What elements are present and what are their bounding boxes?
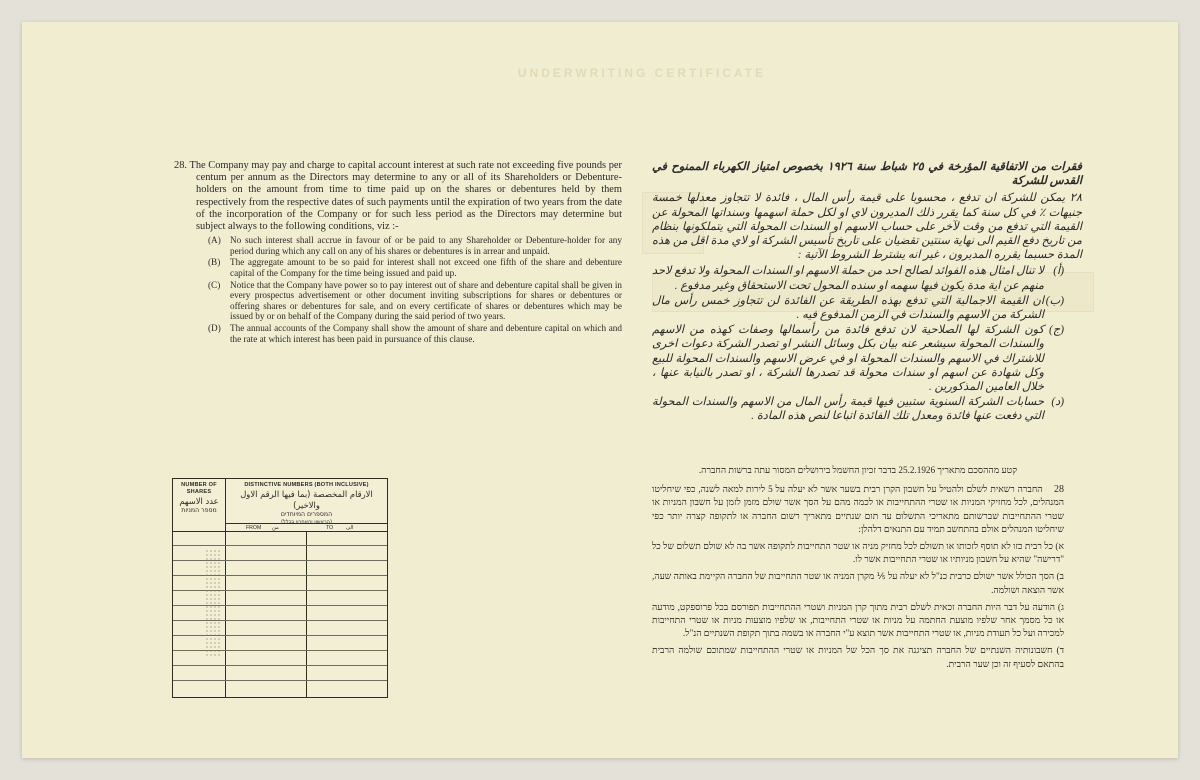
- shares-label-ar: عدد الاسهم: [179, 496, 219, 506]
- condition-key: (ب): [1045, 294, 1064, 307]
- perforation-marks: [205, 549, 221, 657]
- arabic-paragraph: ٢٨ يمكن للشركة ان تدفع ، محسوبا على قيمة رأس المال ، فائدة لا تتجاوز معدلها خمسة جنيهات ٪ في كل سنة كما يقرر ذلك المديرون لاي او لكل حملة اسهمها وسنداتها المحولة عن القيمة التي تدفع من وقت لآخر على حساب الاسهم او السندات المحولة التي يتملكونها بنظام من تاريخ دفع القيم الى نهاية سنتين تقضيان على تاريخ تأسيس الشركة او لاي مدة اقل من هذه المدة حسبما يقرره المديرون ، غير انه يشترط الشروط الآتية :: [652, 192, 1082, 262]
- english-intro: [174, 160, 622, 233]
- english-condition-d: [208, 323, 622, 344]
- condition-text: The aggregate amount to be so paid for interest shall not exceed one fifth of the share and debenture capital of the Company for the time being issued and paid up.: [230, 257, 622, 278]
- english-intro-text: The Company may pay and charge to capital account interest at such rate not exceeding five pounds per centum per annum as the Directors may determine to any or all of its Shareholders or Debenture-holders on the amount from time to time paid up on the shares or debentures held by them respectively from the respective dates of such payments until the expiration of two years from the date of the incorporation of the Company or for such less period as the Directors may determine but subject always to the following conditions, viz :-: [189, 160, 622, 233]
- condition-key: (د): [1051, 396, 1064, 409]
- clause-number: 28.: [174, 160, 187, 171]
- condition-text: Notice that the Company have power so to pay interest out of share and debenture capital shall be given in every prospectus advertisement or other document inviting subscriptions for shares or debentures or offering shares or debentures for sale, and on every certificate of shares or debentures which may be issued by or on behalf of the Company during the said period of two years.: [230, 279, 622, 322]
- arabic-heading: فقرات من الاتفاقية المؤرخة في ٢٥ شباط سنة ١٩٢٦ بخصوص امتياز الكهرباء الممنوح في القدس للشركة: [652, 161, 1082, 188]
- condition-text: حسابات الشركة السنوية ستبين فيها قيمة رأس المال من الاسهم والسندات المحولة التي دفعت عنها فائدة ومعدل تلك الفائدة اتباعا لنص هذه المادة .: [652, 396, 1044, 423]
- condition-text: كون الشركة لها الصلاحية لان تدفع فائدة من رأسمالها وصفات كهذه من الاسهم والسندات المحولة سيشعر عنه بيان بكل وسائل النشر او تصدر الشركة دعوات اخرى للاشتراك في الاسهم والسندات المحولة او في عرض الاسهم والسندات المحولة للبيع وكل شهادة عن اسهم او سندات محولة قد تصدرها الشركة ، او تصدر بالنيابة عنها ، خلال العامين المذكورين .: [652, 324, 1044, 394]
- share-register-table: [172, 478, 388, 698]
- english-clause: [174, 160, 622, 345]
- shares-label-he: מספר המניות: [181, 507, 217, 514]
- from-label: FROM: [246, 525, 262, 531]
- register-column-divider: [225, 531, 226, 697]
- condition-key: (ج): [1049, 324, 1064, 337]
- arabic-condition-2: [652, 294, 1064, 322]
- hebrew-clause: [652, 464, 1064, 675]
- register-row-line: [173, 665, 387, 666]
- hebrew-heading: קטע מההסכם מתאריך 25.2.1926 בדבר זכיון החשמל בירושלים המסור עתה ברשות החברה.: [698, 465, 1018, 475]
- numbers-label-ar: الارقام المخصصة (بما فيها الرقم الاول والاخير): [240, 489, 373, 510]
- hebrew-condition-2: ב) הסך הכולל אשר ישולם כרבית כנ"ל לא יעלה על ⅕ מקרן המניה או שטר התחייבות של החברה הקיימת באותה שעה, אשר הוצאה ושולמה.: [652, 571, 1064, 595]
- condition-text: The annual accounts of the Company shall show the amount of share and debenture capital on which and the rate at which interest has been paid in pursuance of this clause.: [230, 322, 622, 344]
- register-row-line: [173, 680, 387, 681]
- shares-label-en: NUMBER OF SHARES: [181, 482, 217, 495]
- numbers-label-he-sub: (הראשון והאחרון בכלל): [281, 519, 332, 525]
- hebrew-paragraph: [652, 483, 1064, 536]
- to-label: TO: [326, 525, 334, 531]
- condition-key: (D): [208, 322, 221, 333]
- hebrew-condition-4: ד) חשבונותיה השנתיים של החברה תציגנה את סך הכל של המניות או שטרי ההתחייבות שמתוכם שולמה הרבית בהתאם לסעיף זה וכן שער הרבית.: [652, 645, 1064, 669]
- arabic-condition-4: [652, 395, 1064, 423]
- numbers-label-en: DISTINCTIVE NUMBERS (BOTH INCLUSIVE): [244, 482, 369, 488]
- condition-key: (B): [208, 257, 221, 268]
- condition-key: (C): [208, 279, 221, 290]
- english-condition-a: [208, 235, 622, 256]
- condition-key: (أ): [1053, 265, 1064, 278]
- arabic-condition-3: [652, 323, 1064, 394]
- hebrew-condition-1: א) כל רבית כזו לא תוסף לזכותו או תשולם לכל מחזיק מניה או שטר התחייבות לתקופה אשר בה לא שולם תשלום של כל "דרישה" שהיא על חשבון מניותיו או שטרי התחייבות אשר לו.: [652, 541, 1064, 565]
- document-sheet: [22, 22, 1178, 758]
- hebrew-condition-3: ג) הודעה על דבר היות החברה זכאית לשלם רבית מתוך קרן המניות ושטרי ההתחייבות תפורסם בכל פרוספקט, מודעה או כל מסמך אחר שלפיו מוצעת החתמה על מניות או שטרי התחייבות, או שלפיו מוצעות מניות או שטרי התחייבות למכירה ועל כל תעודת מניות, או שטרי התחייבות אשר תוצא ע"י החברה או בשמה בתוך תקופת השנתיים הנ"ל.: [652, 601, 1064, 639]
- arabic-condition-1: [652, 264, 1064, 292]
- register-column-divider: [306, 531, 307, 697]
- register-row-line: [173, 545, 387, 546]
- condition-text: لا تنال امثال هذه الفوائد لصالح احد من حملة الاسهم او السندات المحولة ولا تدفع لاحد منهم عن اية مدة يكون فيها سهمه او سنده المحول تحت الاستحقاق وغير مدفوع .: [652, 265, 1044, 292]
- bleed-through-header: UNDERWRITING CERTIFICATE: [517, 66, 767, 80]
- condition-text: No such interest shall accrue in favour of or be paid to any Shareholder or Debenture-holder for any period during which any call on any of his shares or debentures is in arrear and unpaid.: [230, 235, 622, 256]
- to-label-ar: الى: [346, 525, 354, 531]
- english-condition-c: [208, 280, 622, 322]
- arabic-clause: [652, 160, 1082, 425]
- condition-text: ان القيمة الاجمالية التي تدفع بهذه الطريقة عن الفائدة لن تتجاوز خمس رأس مال الشركة من الاسهم والسندات في الزمن المدفوع فيه .: [652, 294, 1044, 322]
- hebrew-paragraph-text: החברה רשאית לשלם ולהטיל על חשבון הקרן רבית בשער אשר לא יעלה על 5 לירות למאה לשנה, כפי שיחליטו המנהלים, לכל מחזיקי המניות או שטרי ההתחייבות או לכמה מהם על הסך אשר שולם מזמן לזמן על חשבון המניות או שטרי ההתחייבות שברשותם מתאריכי התשלום עד תום שנתיים מתאריך רשום החברה או לתקופה קצרה יותר כפי שיחליטו המנהלים אולם בהתחשב תמיד עם התנאים דלהלן:: [652, 484, 1064, 534]
- numbers-label-he: המספרים המיוחדים: [280, 511, 333, 518]
- clause-number: 28: [1054, 484, 1065, 496]
- condition-key: (A): [208, 235, 221, 246]
- number-of-shares-header: [173, 479, 226, 531]
- from-label-ar: من: [272, 525, 279, 531]
- english-condition-b: [208, 257, 622, 278]
